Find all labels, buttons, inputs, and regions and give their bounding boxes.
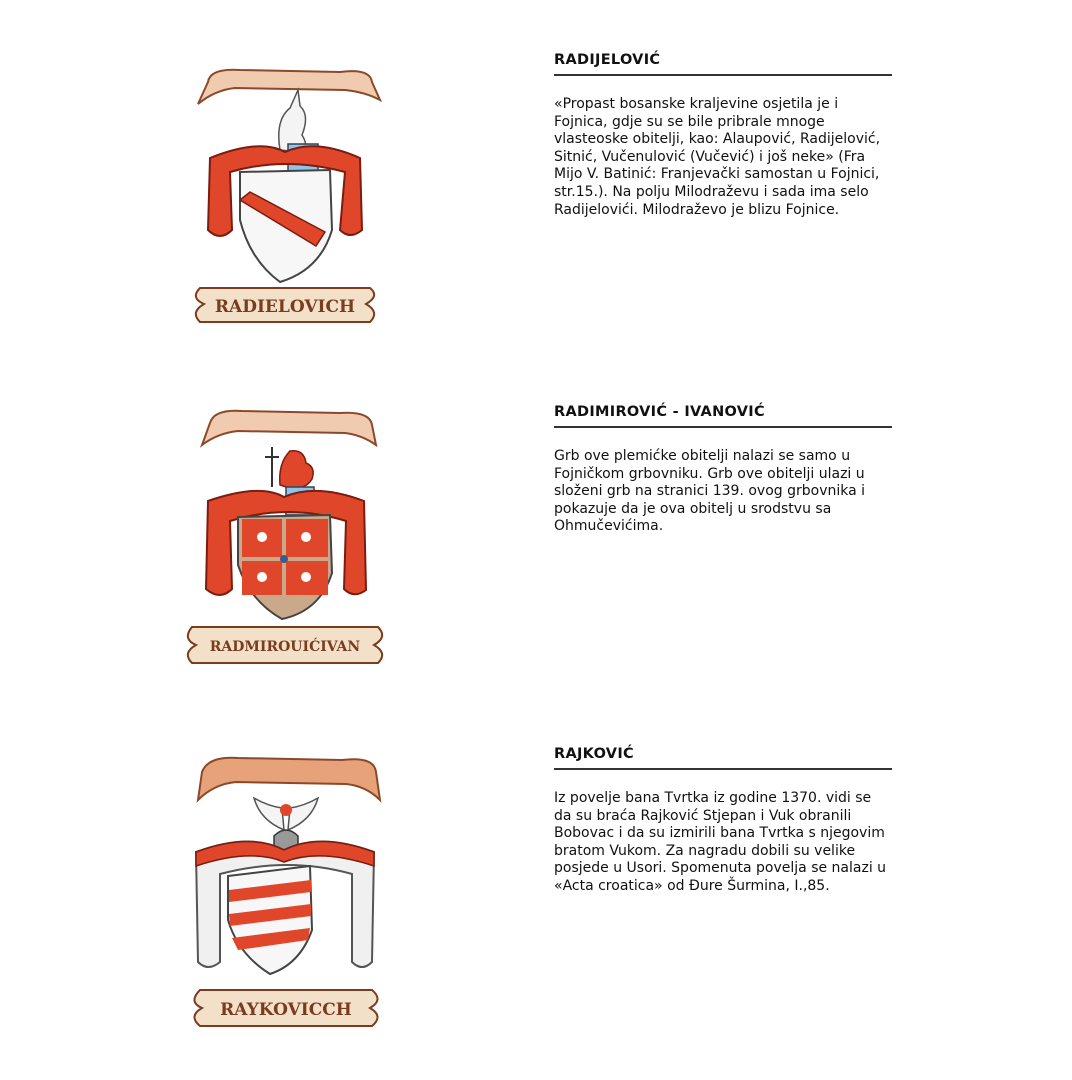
coat-of-arms-rajkovic — [180, 750, 390, 1040]
entry-description: Grb ove plemićke obitelji nalazi se samo u Fojničkom grbovniku. Grb ove obitelji ulazi u složeni grb na stranici 139. ovog grbovnika i pokazuje da je ova obitelj u srodstvu sa Ohmučevićima. — [554, 448, 866, 535]
entry-text — [554, 746, 892, 896]
crest-banner-text: RADMIROUIĆIVAN — [209, 639, 361, 655]
entry-text — [554, 404, 892, 536]
coat-of-arms-radijelovic — [180, 60, 390, 330]
crest-banner-text: RAYKOVICCH — [220, 1000, 352, 1020]
entry-description: Iz povelje bana Tvrtka iz godine 1370. vidi se da su braća Rajković Stjepan i Vuk obranili Bobovac i da su izmirili bana Tvrtka s njegovim bratom Vukom. Za nagradu dobili su velike posjede u Usori. Spomenuta povelja se nalazi u «Acta croatica» od Đure Šurmina, I.,85. — [554, 790, 887, 894]
entry-description: «Propast bosanske kraljevine osjetila je i Fojnica, gdje su se bile pribrale mnoge vlasteoske obitelji, kao: Alaupović, Radijelović, Sitnić, Vučenulović (Vučević) i još neke» (Fra Mijo V. Batinić: Franjevački samostan u Fojnici, str.15.). Na polju Milodraževu i sada ima selo Radijelovići. Milodraževo je blizu Fojnice. — [554, 96, 881, 218]
entry-text — [554, 52, 892, 219]
crest-illustration — [180, 60, 390, 330]
entry-title: RADIJELOVIĆ — [554, 52, 892, 76]
crest-illustration — [180, 750, 390, 1040]
coat-of-arms-radimirovic-ivanovic — [180, 405, 390, 675]
crest-illustration — [180, 405, 390, 675]
crest-banner-text: RADIELOVICH — [214, 297, 356, 317]
entry-title: RADIMIROVIĆ - IVANOVIĆ — [554, 404, 892, 428]
entry-title: RAJKOVIĆ — [554, 746, 892, 770]
